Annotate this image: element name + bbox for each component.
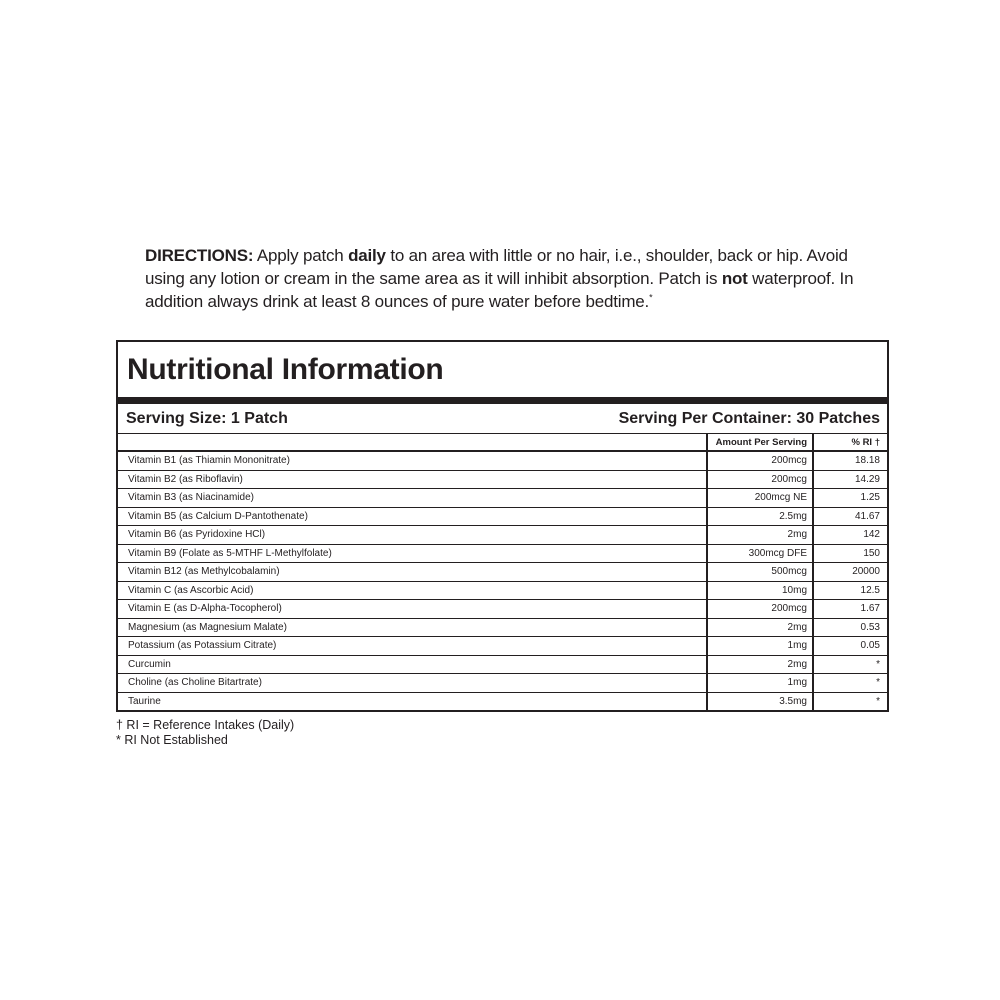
nutrient-amount: 2mg [707,618,813,637]
nutrient-ri: 150 [813,544,887,563]
directions-emphasis-not: not [721,269,748,288]
nutrient-ri: 0.53 [813,618,887,637]
table-row [118,581,887,600]
nutrient-ri: * [813,674,887,693]
footnotes [116,718,294,748]
table-row [118,692,887,710]
nutrition-panel [116,340,889,712]
header-ri: % RI † [813,434,887,451]
table-row [118,637,887,656]
directions-emphasis-daily: daily [348,246,386,265]
nutrient-name: Vitamin E (as D-Alpha-Tocopherol) [118,600,707,619]
nutrient-amount: 1mg [707,674,813,693]
directions-part: Apply patch [253,246,349,265]
table-row [118,507,887,526]
table-row [118,544,887,563]
nutrient-ri: 18.18 [813,451,887,470]
table-row [118,655,887,674]
nutrient-amount: 200mcg NE [707,489,813,508]
table-row [118,489,887,508]
nutrient-amount: 300mcg DFE [707,544,813,563]
footnote-ri: † RI = Reference Intakes (Daily) [116,718,295,732]
nutrient-ri: 0.05 [813,637,887,656]
nutrient-name: Vitamin B6 (as Pyridoxine HCl) [118,526,707,545]
nutrient-amount: 1mg [707,637,813,656]
table-row [118,600,887,619]
nutrient-name: Vitamin B9 (Folate as 5-MTHF L-Methylfolate) [118,544,707,563]
nutrient-name: Vitamin B1 (as Thiamin Mononitrate) [118,451,707,470]
table-row [118,526,887,545]
nutrient-ri: 20000 [813,563,887,582]
header-amount: Amount Per Serving [707,434,813,451]
nutrient-amount: 2.5mg [707,507,813,526]
table-row [118,470,887,489]
nutrient-amount: 2mg [707,655,813,674]
nutrient-name: Vitamin B3 (as Niacinamide) [118,489,707,508]
nutrient-amount: 200mcg [707,470,813,489]
table-row [118,563,887,582]
nutrient-name: Vitamin B2 (as Riboflavin) [118,470,707,489]
nutrient-name: Curcumin [118,655,707,674]
footnote-not-established: * RI Not Established [116,733,228,747]
table-row [118,674,887,693]
serving-row [118,404,887,434]
table-row [118,618,887,637]
directions-part: waterproof. In addition always drink at least 8 ounces of pure water before bedtime. [145,269,854,311]
directions-footnote-mark: * [649,292,653,303]
nutrient-table [118,434,887,710]
nutrient-name: Vitamin B12 (as Methylcobalamin) [118,563,707,582]
nutrient-amount: 10mg [707,581,813,600]
nutrient-name: Choline (as Choline Bitartrate) [118,674,707,693]
nutrient-ri: 12.5 [813,581,887,600]
nutrient-name: Vitamin B5 (as Calcium D-Pantothenate) [118,507,707,526]
nutrient-ri: 142 [813,526,887,545]
nutrient-amount: 2mg [707,526,813,545]
directions-label: DIRECTIONS: [145,246,254,265]
serving-size: Serving Size: 1 Patch [126,409,288,427]
nutrient-ri: 1.67 [813,600,887,619]
nutrient-amount: 200mcg [707,600,813,619]
nutrient-name: Taurine [128,695,161,707]
nutrient-amount: 3.5mg [707,692,813,710]
panel-title: Nutritional Information [118,342,887,404]
header-nutrient [118,434,707,451]
nutrient-amount: 200mcg [707,451,813,470]
nutrient-name: Potassium (as Potassium Citrate) [118,637,707,656]
nutrient-ri: 41.67 [813,507,887,526]
servings-per-container: Serving Per Container: 30 Patches [618,409,880,427]
table-row [118,451,887,470]
nutrient-ri: 1.25 [813,489,887,508]
directions-part: to an area with little or no hair, i.e., shoulder, back or hip. Avoid using any lotion or cream in the same area as it will inhibit absorption. Patch is [145,246,848,288]
nutrient-name: Vitamin C (as Ascorbic Acid) [118,581,707,600]
nutrient-amount: 500mcg [707,563,813,582]
nutrient-ri: * [813,655,887,674]
nutrient-ri: * [876,695,880,707]
directions-text [145,244,875,313]
table-header-row [118,434,887,451]
nutrient-name: Magnesium (as Magnesium Malate) [118,618,707,637]
nutrient-ri: 14.29 [813,470,887,489]
